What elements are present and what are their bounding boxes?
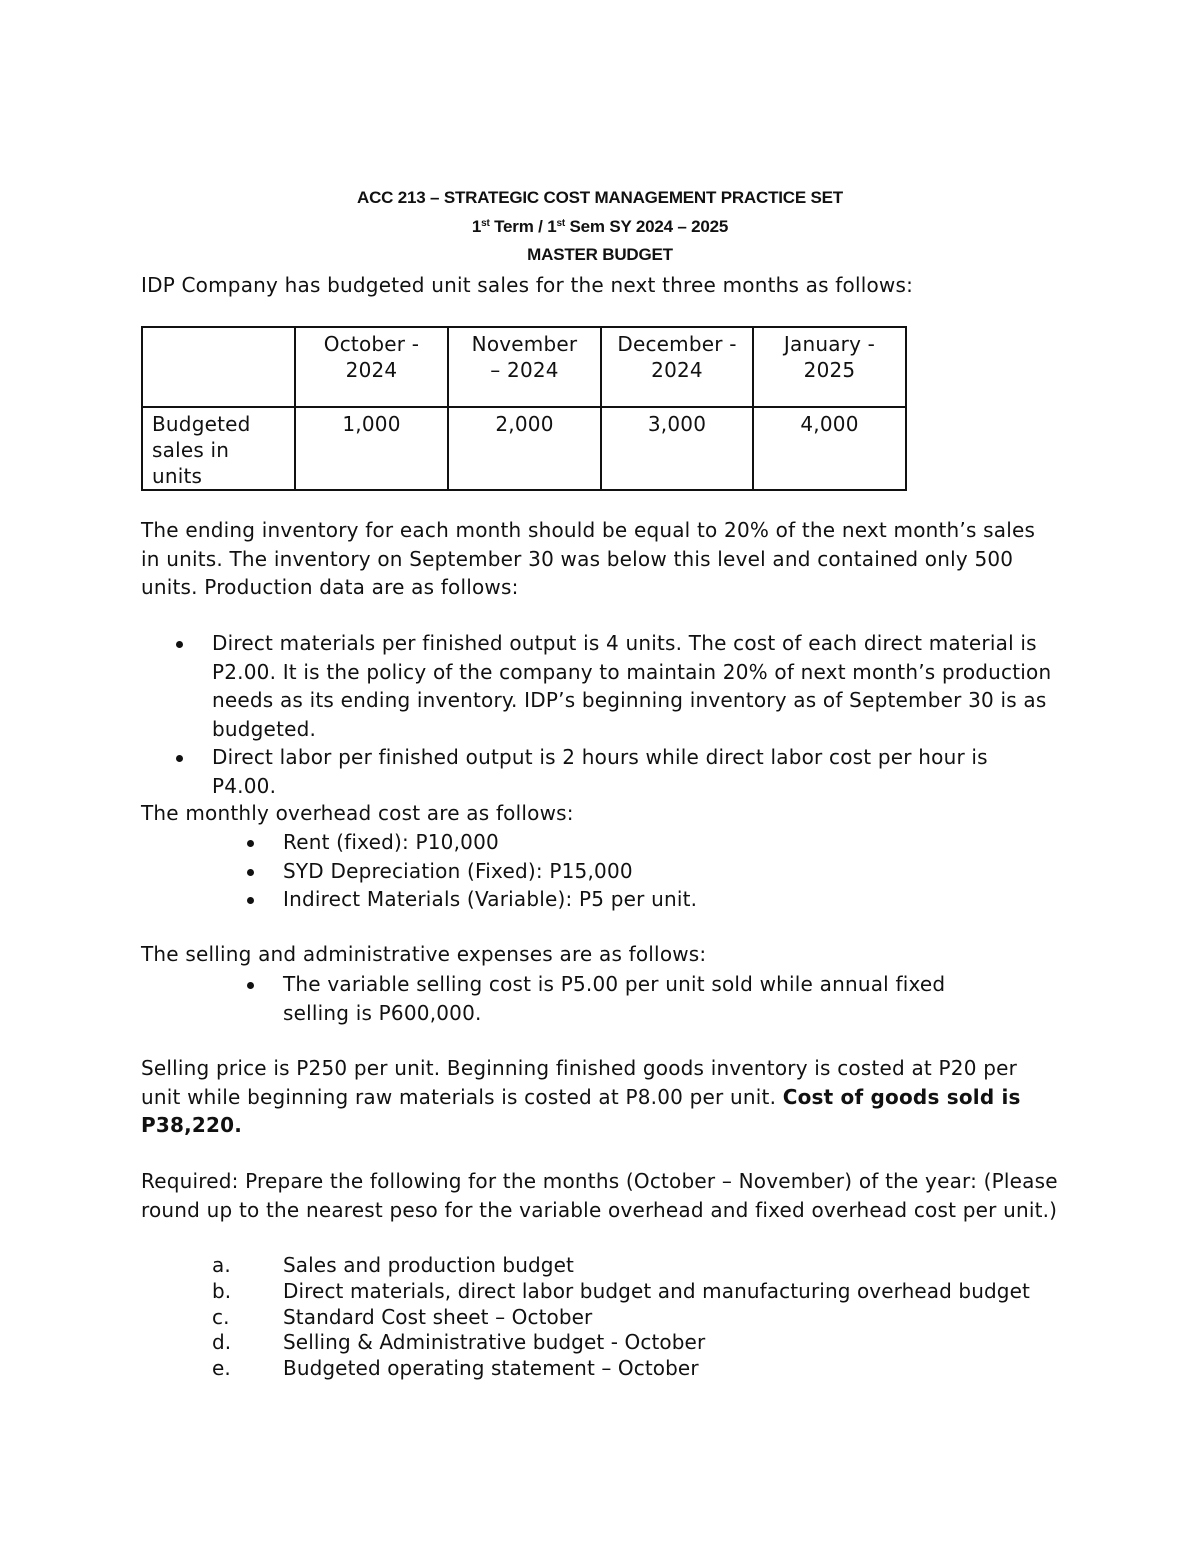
intro-text: IDP Company has budgeted unit sales for the next three months as follows: [141,273,914,297]
production-list [212,629,1052,800]
price-text: Selling price is P250 per unit. Beginning finished goods inventory is costed at P20 per unit while beginning raw materials is costed at P8.00 per unit. [141,1056,1018,1109]
term-superscript-1: st [481,218,490,229]
list-item [283,857,1043,886]
list-item [283,970,1013,1027]
required-letter: b. [212,1279,232,1303]
sales-table [141,326,907,491]
table-cell: 4,000 [753,407,906,490]
required-item-text: Standard Cost sheet – October [283,1305,593,1329]
header-line: 2024 [651,358,703,382]
table-cell: 1,000 [295,407,448,490]
header-line: – 2024 [490,358,559,382]
table-corner-cell [142,327,295,407]
list-item-text: The variable selling cost is P5.00 per unit sold while annual fixed selling is P600,000. [283,972,946,1025]
row-label-line: Budgeted [152,412,251,436]
table-header-cell [295,327,448,407]
header-line: 2024 [345,358,398,382]
header-line: 2025 [803,358,856,382]
table-header-row [142,327,906,407]
list-item [283,828,1043,857]
list-item [283,885,1043,914]
selling-list [283,970,1013,1027]
course-title: ACC 213 – STRATEGIC COST MANAGEMENT PRACTICE SET [357,188,843,207]
required-letter: c. [212,1305,230,1329]
overhead-intro: The monthly overhead cost are as follows: [141,801,574,825]
required-letter: e. [212,1356,231,1380]
bullet-icon [247,982,254,989]
term-part-a: 1 [471,217,482,236]
header-line: October - [323,332,420,356]
row-label-line: units [152,464,203,488]
list-item-text: Indirect Materials (Variable): P5 per unit. [283,887,698,911]
list-item-text: Direct labor per finished output is 2 hours while direct labor cost per hour is P4.00. [212,745,988,798]
list-item-text: Rent (fixed): P10,000 [283,830,499,854]
required-letter: a. [212,1253,231,1277]
term-line [0,217,1200,237]
table-header-cell [601,327,753,407]
term-part-b: Term / 1 [489,217,557,236]
topic-title: MASTER BUDGET [527,245,673,264]
row-label-line: sales in [152,438,230,462]
table-header-cell [753,327,906,407]
list-item [212,743,1052,800]
selling-intro: The selling and administrative expenses are as follows: [141,942,707,966]
required-item-text: Selling & Administrative budget - October [283,1330,706,1354]
required-letter: d. [212,1330,232,1354]
required-item-text: Direct materials, direct labor budget and manufacturing overhead budget [283,1279,1030,1303]
table-header-cell [448,327,601,407]
list-item [212,629,1052,743]
price-paragraph [141,1054,1051,1140]
list-item-text: Direct materials per finished output is 4 units. The cost of each direct material is P2.00. It is the policy of the company to maintain 20% of next month’s production needs as its ending inventory. IDP’s beginning inventory as of September 30 is as budgeted. [212,631,1052,741]
inventory-paragraph: The ending inventory for each month should be equal to 20% of the next month’s sales in units. The inventory on September 30 was below this level and contained only 500 units. Production data are as follows: [141,518,1036,599]
overhead-list [283,828,1043,914]
table-cell: 3,000 [601,407,753,490]
required-item-text: Sales and production budget [283,1253,574,1277]
header-line: December - [617,332,737,356]
bullet-icon [247,897,254,904]
bullet-icon [247,869,254,876]
bullet-icon [176,755,183,762]
required-item-text: Budgeted operating statement – October [283,1356,699,1380]
bullet-icon [176,641,183,648]
term-part-c: Sem SY 2024 – 2025 [564,217,729,236]
cogs-text: Cost of goods sold is P38,220. [141,1084,1021,1137]
list-item-text: SYD Depreciation (Fixed): P15,000 [283,858,633,883]
header-line: November [471,332,578,356]
table-row [142,407,906,490]
table-cell: 2,000 [448,407,601,490]
term-superscript-2: st [556,218,565,229]
header-line: January - [783,332,876,356]
required-paragraph: Required: Prepare the following for the months (October – November) of the year: (Please round up to the nearest peso for the variable overhead and fixed overhead cost per unit.) [141,1169,1058,1222]
bullet-icon [247,840,254,847]
row-label-cell [142,407,295,490]
